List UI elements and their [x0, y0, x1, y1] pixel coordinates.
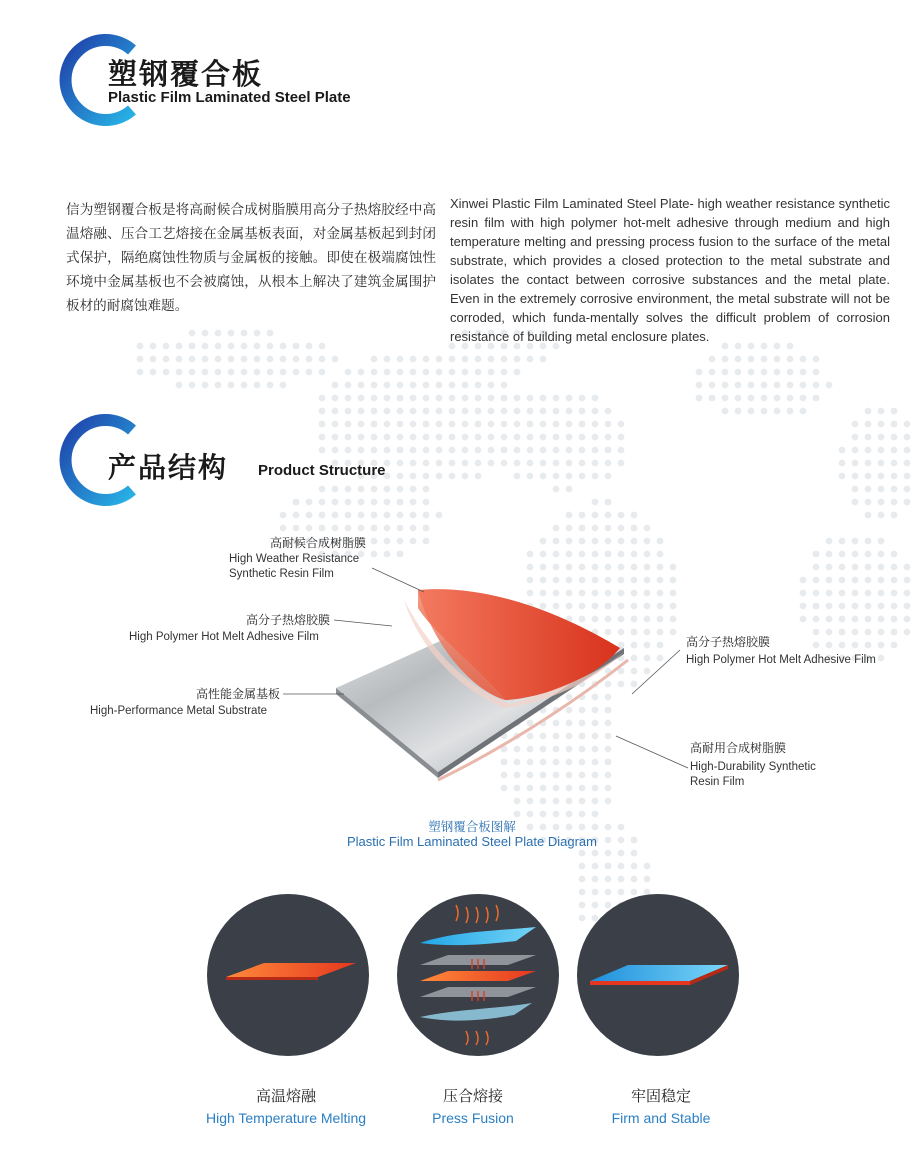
section-title-cn: 塑钢覆合板: [108, 57, 264, 91]
diagram-caption-cn: 塑钢覆合板图解: [428, 819, 516, 834]
label-bottom-film-en2: Resin Film: [690, 776, 745, 788]
label-top-film-cn: 高耐候合成树脂膜: [269, 536, 366, 550]
label-right-adhesive-cn: 高分子热熔胶膜: [686, 635, 771, 649]
intro-paragraph-en: Xinwei Plastic Film Laminated Steel Plate- high weather resistance synthetic resin film with high polymer hot-melt adhesive through medium and high temperature melting and pressing process fusion to the surface of the metal substrate, which provides a closed protection to the metal substrate and isolates the contact between corrosive substances and the metal plate. Even in the extremely corrosive environment, the metal substrate will not be corroded, which funda-mentally solves the difficult problem of corrosion resistance of building metal enclosure plates.: [450, 196, 890, 344]
label-substrate-cn: 高性能金属基板: [195, 687, 280, 701]
process-label-en: Firm and Stable: [611, 1110, 711, 1126]
process-label-cn: 牢固稳定: [630, 1087, 691, 1105]
section-title-en: Product Structure: [258, 462, 386, 479]
label-bottom-film-en1: High-Durability Synthetic: [690, 761, 816, 773]
process-label-cn: 高温熔融: [255, 1087, 316, 1105]
section-title-cn: 产品结构: [108, 451, 229, 484]
press-fusion-icon: [396, 893, 560, 1057]
label-top-adhesive-en: High Polymer Hot Melt Adhesive Film: [129, 631, 319, 643]
label-top-film-en2: Synthetic Resin Film: [229, 568, 334, 580]
process-label-cn: 压合熔接: [442, 1087, 503, 1105]
layer-diagram: [0, 520, 920, 820]
process-label-en: High Temperature Melting: [205, 1110, 367, 1126]
label-substrate-en: High-Performance Metal Substrate: [90, 705, 268, 717]
intro-paragraph-cn: 信为塑钢覆合板是将高耐候合成树脂膜用高分子热熔胶经中高温熔融、压合工艺熔接在金属基板表面，对金属基板起到封闭式保护，隔绝腐蚀性物质与金属板的接触。即使在极端腐蚀性环境中金属基板也不会被腐蚀，从根本上解决了建筑金属围护板材的耐腐蚀难题。: [66, 202, 436, 314]
label-top-adhesive-cn: 高分子热熔胶膜: [245, 613, 330, 627]
stable-icon: [576, 893, 740, 1057]
label-top-film-en1: High Weather Resistance: [229, 553, 360, 565]
process-label-en: Press Fusion: [432, 1110, 514, 1126]
melting-icon: [206, 893, 370, 1057]
diagram-caption-en: Plastic Film Laminated Steel Plate Diagram: [347, 834, 597, 849]
label-bottom-film-cn: 高耐用合成树脂膜: [690, 741, 787, 755]
section-title-en: Plastic Film Laminated Steel Plate: [108, 89, 351, 106]
label-right-adhesive-en: High Polymer Hot Melt Adhesive Film: [686, 654, 876, 666]
